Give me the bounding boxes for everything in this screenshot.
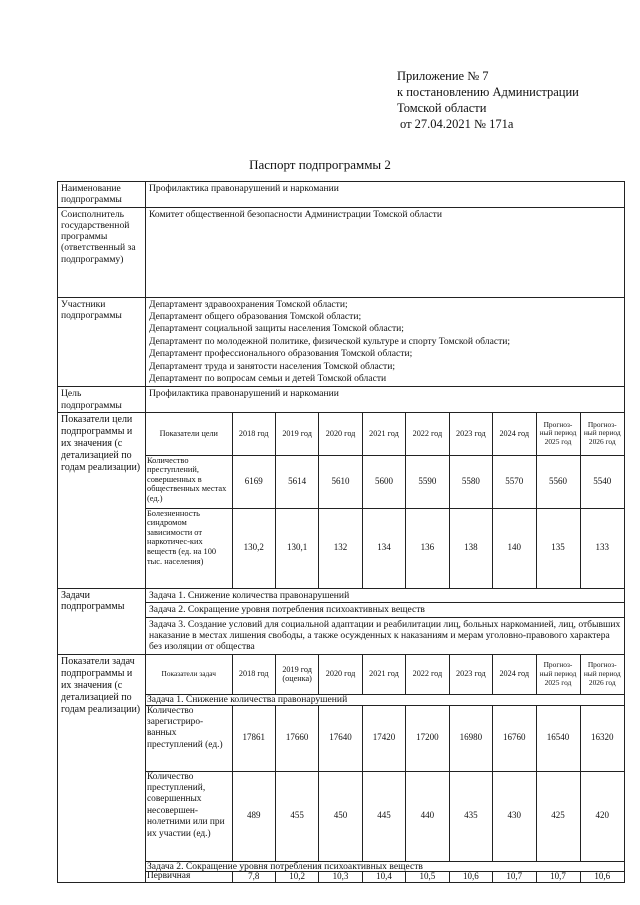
value-cell: 450 [319, 771, 362, 861]
indicator-label: Первичная [146, 872, 232, 882]
table-row [146, 872, 624, 882]
table-row [146, 455, 624, 508]
header-cell: Показатели цели [146, 413, 232, 455]
table-row [58, 182, 625, 208]
list-item: Департамент профессионального образования Томской области; [149, 348, 413, 360]
value-cell: 420 [580, 771, 624, 861]
task-item: Задача 2. Сокращение уровня потребления психоактивных веществ [146, 603, 624, 617]
appendix-line: Приложение № 7 [397, 69, 489, 83]
value-cell: 132 [319, 508, 362, 588]
value-cell: 6169 [232, 455, 275, 508]
value-cell: 430 [493, 771, 536, 861]
value-cell: 16980 [449, 705, 492, 771]
header-cell: 2022 год [406, 655, 449, 695]
appendix-line: Томской области [397, 101, 487, 115]
value-cell: 10,4 [362, 872, 405, 882]
header-cell: 2019 год [275, 413, 318, 455]
value-cell: 5614 [275, 455, 318, 508]
passport-table [57, 181, 625, 883]
value-cell: 16320 [580, 705, 624, 771]
value-cell: 17640 [319, 705, 362, 771]
header-cell: 2023 год [449, 655, 492, 695]
header-cell: 2020 год [319, 413, 362, 455]
value-cell: 5570 [493, 455, 536, 508]
table-row [58, 413, 625, 589]
task-indicators-table [146, 655, 624, 882]
value-cell: 16760 [493, 705, 536, 771]
value-cell: 5540 [580, 455, 624, 508]
table-row [146, 705, 624, 771]
value-cell: 130,1 [275, 508, 318, 588]
header-cell: Показатели задач [146, 655, 232, 695]
table-row [58, 207, 625, 297]
value-cell: 10,6 [449, 872, 492, 882]
value-cell: 7,8 [232, 872, 275, 882]
row-label: Наименование подпрограммы [58, 182, 146, 208]
value-cell: 17200 [406, 705, 449, 771]
value-cell: 5590 [406, 455, 449, 508]
value-cell: 10,7 [536, 872, 580, 882]
value-cell: 17660 [275, 705, 318, 771]
list-item: Департамент общего образования Томской области; [149, 311, 362, 322]
table-row [58, 589, 625, 654]
list-item: Департамент социальной защиты населения Томской области; [149, 323, 404, 335]
task-item: Задача 1. Снижение количества правонарушений [146, 589, 624, 603]
row-label: Участники подпрограммы [58, 297, 146, 387]
appendix-block [397, 68, 579, 132]
value-cell: 10,5 [406, 872, 449, 882]
header-cell: 2021 год [362, 413, 405, 455]
table-row [146, 861, 624, 872]
list-item: Департамент здравоохранения Томской области; [149, 298, 348, 310]
appendix-line: к постановлению Администрации [397, 85, 579, 99]
task-heading: Задача 2. Сокращение уровня потребления психоактивных веществ [146, 861, 624, 872]
appendix-line: от 27.04.2021 № 171а [400, 117, 514, 131]
header-cell: 2018 год [232, 655, 275, 695]
row-value [146, 297, 625, 387]
value-cell: 10,2 [275, 872, 318, 882]
header-cell: 2024 год [493, 655, 536, 695]
header-cell: Прогноз-ный период 2025 год [536, 413, 580, 455]
value-cell: 10,7 [493, 872, 536, 882]
value-cell: 133 [580, 508, 624, 588]
list-item: Департамент по молодежной политике, физической культуре и спорту Томской области; [149, 335, 511, 347]
value-cell: 130,2 [232, 508, 275, 588]
table-row [146, 508, 624, 588]
header-cell: Прогноз-ный период 2026 год [580, 413, 624, 455]
header-cell: Прогноз-ный период 2026 год [580, 655, 624, 695]
value-cell: 5560 [536, 455, 580, 508]
row-value: Комитет общественной безопасности Администрации Томской области [146, 207, 625, 297]
value-cell: 140 [493, 508, 536, 588]
header-cell: 2020 год [319, 655, 362, 695]
value-cell: 425 [536, 771, 580, 861]
value-cell: 5580 [449, 455, 492, 508]
value-cell: 138 [449, 508, 492, 588]
row-label: Показатели задач подпрограммы и их значения (с детализацией по годам реализации) [58, 654, 146, 882]
value-cell: 5610 [319, 455, 362, 508]
value-cell: 134 [362, 508, 405, 588]
task-heading: Задача 1. Снижение количества правонарушений [146, 695, 624, 706]
header-cell: 2019 год (оценка) [275, 655, 318, 695]
task-item: Задача 3. Создание условий для социальной адаптации и реабилитации лиц, больных наркоманией, лиц, отбывших наказание в местах лишения свободы, а также осужденных к наказаниям и мерам уголовно-правового характера без изоляции от общества [149, 618, 621, 653]
table-row [58, 387, 625, 413]
value-cell: 5600 [362, 455, 405, 508]
value-cell: 10,6 [580, 872, 624, 882]
list-item: Департамент по вопросам семьи и детей Томской области [149, 373, 387, 385]
header-cell: 2022 год [406, 413, 449, 455]
list-item: Департамент труда и занятости населения Томской области; [149, 360, 395, 372]
table-header-row [146, 655, 624, 695]
row-label: Соисполнитель государственной программы (ответственный за подпрограмму) [58, 207, 146, 297]
value-cell: 17420 [362, 705, 405, 771]
goal-indicators-table [146, 413, 624, 588]
indicator-label: Количество преступлений, совершенных несовершен-нолетними или при их участии (ед.) [146, 771, 232, 861]
value-cell: 136 [406, 508, 449, 588]
header-cell: Прогноз-ный период 2025 год [536, 655, 580, 695]
indicator-label: Количество преступлений, совершенных в общественных местах (ед.) [146, 455, 232, 508]
row-label: Показатели цели подпрограммы и их значения (с детализацией по годам реализации) [58, 413, 146, 589]
page-title: Паспорт подпрограммы 2 [249, 157, 391, 172]
value-cell: 10,3 [319, 872, 362, 882]
value-cell: 135 [536, 508, 580, 588]
table-row [58, 654, 625, 882]
value-cell: 440 [406, 771, 449, 861]
value-cell: 489 [232, 771, 275, 861]
indicator-label: Болезненность синдромом зависимости от наркотичес-ких веществ (ед. на 100 тыс. населения) [146, 508, 232, 588]
header-cell: 2023 год [449, 413, 492, 455]
indicator-label: Количество зарегистриро-ванных преступлений (ед.) [146, 705, 232, 771]
table-row [58, 297, 625, 387]
row-label: Цель подпрограммы [58, 387, 146, 413]
header-cell: 2018 год [232, 413, 275, 455]
table-row [146, 695, 624, 706]
value-cell: 17861 [232, 705, 275, 771]
header-cell: 2021 год [362, 655, 405, 695]
row-value: Профилактика правонарушений и наркомании [146, 182, 625, 208]
value-cell: 445 [362, 771, 405, 861]
row-label: Задачи подпрограммы [58, 589, 146, 654]
value-cell: 435 [449, 771, 492, 861]
table-row [146, 771, 624, 861]
value-cell: 455 [275, 771, 318, 861]
table-header-row [146, 413, 624, 455]
value-cell: 16540 [536, 705, 580, 771]
row-value: Профилактика правонарушений и наркомании [146, 387, 625, 413]
header-cell: 2024 год [493, 413, 536, 455]
